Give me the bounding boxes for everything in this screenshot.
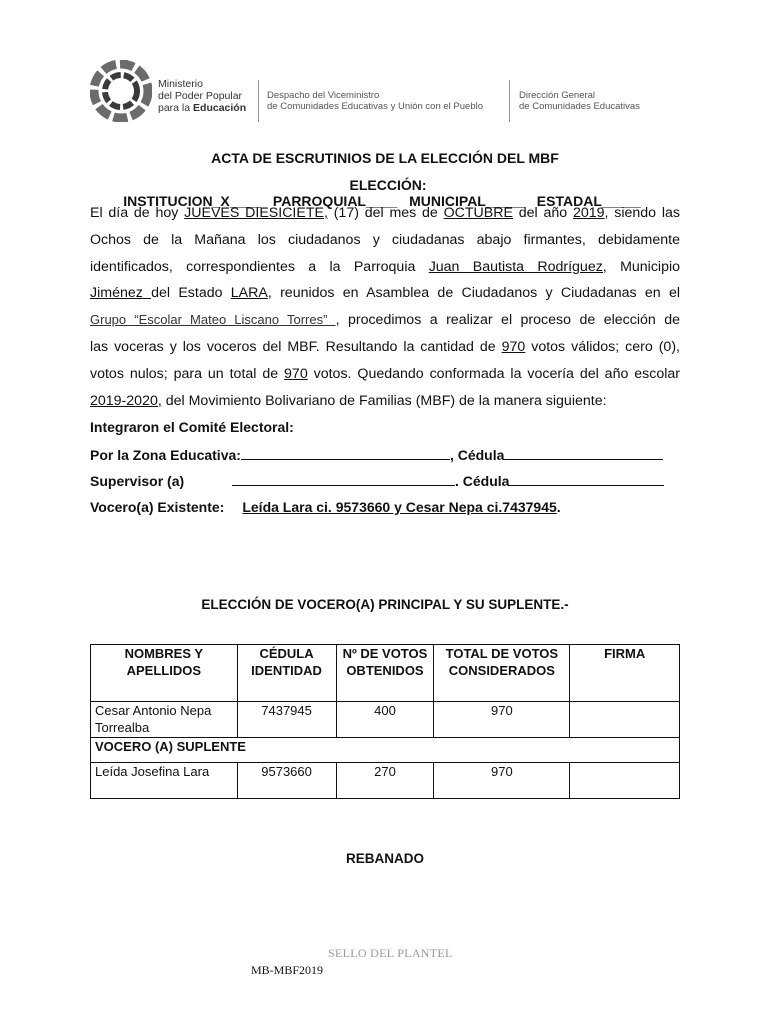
validos-value: 970 [501,338,526,355]
ministry-line-2: del Poder Popular [158,90,243,102]
suplente-label: VOCERO (A) SUPLENTE [91,738,680,763]
cell-name: Cesar Antonio Nepa Torrealba [91,702,238,738]
ministry-line-3b: Educación [193,102,247,114]
municipio-value: Jiménez [90,285,152,302]
table-subheader-row [91,738,680,763]
cell-firma[interactable] [570,763,680,799]
results-table [90,644,680,799]
paragraph-line [90,200,680,227]
cell-total: 970 [434,702,570,738]
acta-paragraph [90,200,680,414]
cell-votos: 400 [336,702,434,738]
eleccion-municipal: MUNICIPAL_____ [409,193,525,209]
cedula-label: , Cédula [449,447,505,463]
dia-value: JUEVES DIESICIETE, [184,205,328,221]
text: votos nulos; para un total de [90,365,285,382]
viceministro-line-2: de Comunidades Educativas y Unión con el Pueblo [267,101,483,112]
header-total: TOTAL DE VOTOS CONSIDERADOS [434,645,570,702]
text: (17) del mes de [327,205,444,221]
zona-name-line[interactable] [241,446,450,460]
text: del Estado [151,285,231,302]
document-code: MB-MBF2019 [251,963,324,977]
parroquia-value: Juan Bautista Rodríguez, [428,258,607,275]
viceministro-line-1: Despacho del Viceministro [267,90,380,101]
vocero-existente-row [90,499,685,515]
document-header [90,60,690,130]
direccion-line-2: de Comunidades Educativas [519,101,640,112]
cell-firma[interactable] [570,702,680,738]
anio-value: 2019 [572,205,605,221]
paragraph-line [90,307,680,334]
text: El día de hoy [90,205,185,221]
header-votos: Nº DE VOTOS OBTENIDOS [336,645,434,702]
table-row [91,702,680,738]
text: las voceras y los voceros del MBF. Resultando la cantidad de [90,338,502,355]
cell-votos: 270 [336,763,434,799]
cell-name: Leída Josefina Lara [91,763,238,799]
eleccion-institucion: ELECCIÓN: INSTITUCION_X____ [123,177,427,209]
ministry-line-3a: para la [158,102,194,114]
zona-cedula-line[interactable] [504,446,663,460]
eleccion-estadal: ESTADAL_____ [536,193,641,209]
escuela-value: Grupo “Escolar Mateo Liscano Torres” [90,312,336,328]
text: Municipio [606,258,680,275]
section-title: ELECCIÓN DE VOCERO(A) PRINCIPAL Y SU SUPLENTE.- [201,597,569,612]
paragraph-line: Ochos de la Mañana los ciudadanos y ciudadanas abajo firmantes, debidamente [90,231,680,248]
text: , siendo las [604,205,680,221]
supervisor-name-line[interactable] [232,472,455,486]
paragraph-line [90,280,680,307]
header-divider [509,80,510,122]
supervisor-cedula-line[interactable] [509,472,664,486]
direccion-block [519,90,640,112]
paragraph-line [90,361,680,388]
table-row [91,763,680,799]
rebanado-label: REBANADO [345,851,424,866]
cedula-label: . Cédula [455,473,510,489]
zona-label: Por la Zona Educativa: [90,447,241,463]
viceministro-block [267,90,483,112]
ministry-line-1: Ministerio [158,78,203,90]
ministry-logo-icon [90,60,152,122]
cell-total: 970 [434,763,570,799]
vocero-end: . [556,499,561,515]
direccion-line-1: Dirección General [519,90,596,101]
estado-value: LARA [230,285,268,302]
text: identificados, correspondientes a la Parroquia [90,258,429,275]
text: , reunidos en Asamblea de Ciudadanos y Ciudadanas en el [267,285,680,302]
total-value: 970 [284,365,308,382]
supervisor-label: Supervisor (a) [90,473,185,489]
cell-ci: 9573660 [237,763,336,799]
escolar-value: 2019-2020, [90,392,162,409]
text: del año [512,205,573,221]
supervisor-row [90,472,685,489]
document-title: ACTA DE ESCRUTINIOS DE LA ELECCIÓN DEL MBF [211,150,559,166]
text: , procedimos a realizar el proceso de elección de [335,312,680,329]
zona-educativa-row [90,446,685,463]
paragraph-line [90,334,680,361]
paragraph-line [90,254,680,281]
header-firma: FIRMA [570,645,680,702]
table-header-row [91,645,680,702]
cell-ci: 7437945 [237,702,336,738]
ministry-name [158,78,246,114]
paragraph-line [90,388,680,415]
text: votos válidos; cero (0), [525,338,680,355]
sello-label: SELLO DEL PLANTEL [328,946,453,960]
text: votos. Quedando conformada la vocería del año escolar [307,365,680,382]
vocero-label: Vocero(a) Existente: [90,499,225,515]
vocero-value: Leída Lara ci. 9573660 y Cesar Nepa ci.7437945 [242,499,557,515]
committee-heading: Integraron el Comité Electoral: [90,419,294,435]
header-divider [258,80,259,122]
text: del Movimiento Bolivariano de Familias (MBF) de la manera siguiente: [161,392,607,409]
header-cedula: CÉDULA IDENTIDAD [237,645,336,702]
mes-value: OCTUBRE [443,205,513,221]
header-nombres: NOMBRES Y APELLIDOS [91,645,238,702]
eleccion-parroquial: PARROQUIAL____ [272,193,398,209]
